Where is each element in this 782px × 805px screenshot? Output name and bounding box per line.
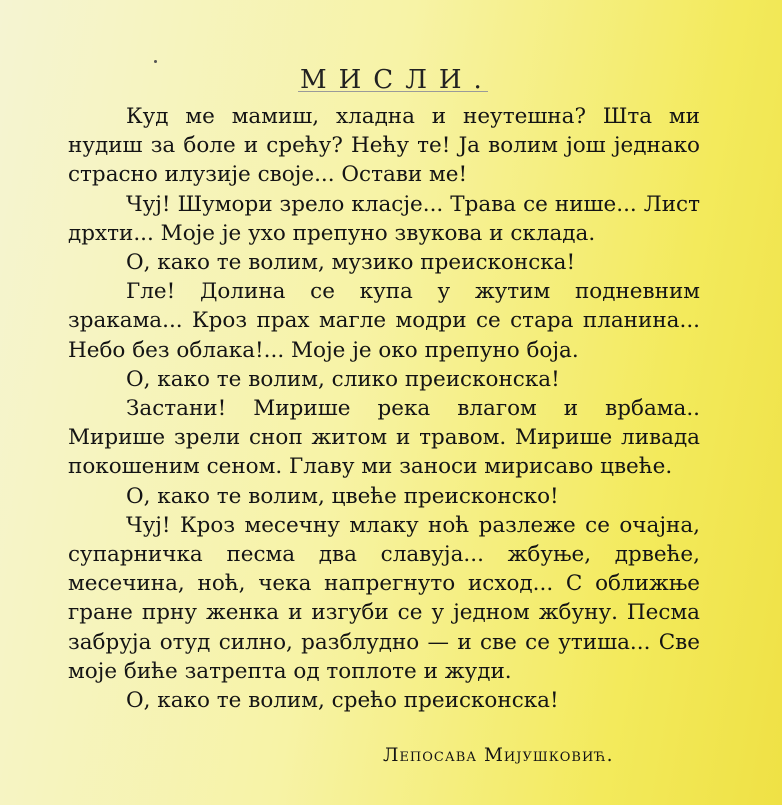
refrain-line: О, како те волим, срећо преисконска!	[126, 688, 559, 714]
refrain-line: О, како те волим, слико преисконска!	[126, 366, 560, 392]
paragraph: Куд ме мамиш, хладна и неутешна? Шта ми нудиш за боле и срећу? Нећу те! Ја волим још једнако страсно илузије своје... Остави ме!	[68, 104, 700, 188]
paragraph: Гле! Долина се купа у жутим подневним зракама... Кроз прах магле модри се стара планина... Небо без облака!... Моје је око препуно боја.	[68, 279, 700, 363]
refrain-line: О, како те волим, цвеће преисконско!	[126, 483, 559, 509]
paragraph: Чуј! Кроз месечну млаку ноћ разлеже се очајна, супарничка песма два славуја... жбуње, дрвеће, месечина, ноћ, чека напрегнуто исход... С оближње гране прну женка и изгуби се у једном жбуну. Песма забруја отуд силно, разблудно — и све се утиша... Све моје биће затрепта од топлоте и жуди.	[68, 512, 700, 684]
author-signature: Лепосава Мијушковић.	[383, 745, 614, 766]
ink-speck	[154, 60, 157, 63]
refrain-line: О, како те волим, музико преисконска!	[126, 250, 576, 276]
paragraph: Застани! Мирише река влагом и врбама.. Мирише зрели сноп житом и травом. Мирише ливада покошеним сеном. Главу ми заноси мирисаво цвеће.	[68, 396, 700, 480]
page-title: МИСЛИ.	[300, 65, 494, 96]
poem-body	[68, 102, 700, 715]
paragraph: Чуј! Шумори зрело класје... Трава се нише... Лист дрхти... Моје је ухо препуно звукова и склада.	[68, 191, 700, 246]
